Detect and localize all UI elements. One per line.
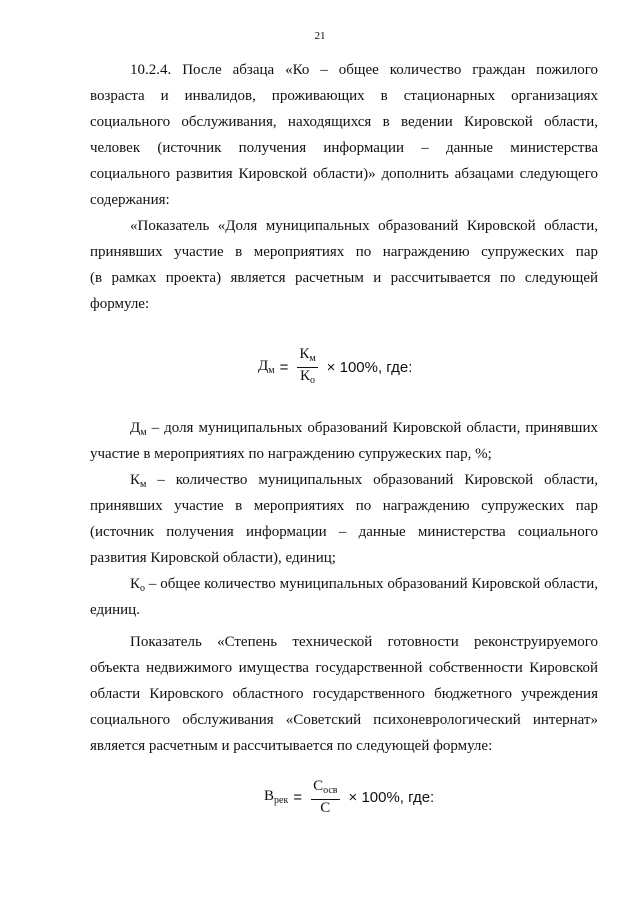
definition-line: $К_м$ – количество муниципальных образований Кировской области,	[130, 472, 598, 490]
formula-tail: × 100%, где:	[326, 358, 413, 376]
formula-lhs: $В_{рек}$	[264, 788, 289, 806]
paragraph-line: «Показатель «Доля муниципальных образований Кировской области,	[130, 218, 598, 234]
definition-line: принявших участие в мероприятиях по награждению супружеских пар	[90, 498, 598, 514]
paragraph-line: объекта недвижимого имущества государственной собственности Кировской	[90, 660, 598, 676]
formula-fraction	[311, 778, 339, 817]
formula-numerator: $С_{осв}$	[313, 777, 338, 796]
formula-readiness	[264, 772, 439, 822]
definition-line: $К_о$ – общее количество муниципальных образований Кировской области,	[130, 576, 598, 594]
paragraph-line: Показатель «Степень технической готовности реконструируемого	[130, 634, 598, 650]
definition-line: участие в мероприятиях по награждению супружеских пар, %;	[90, 446, 492, 462]
paragraph-line: принявших участие в мероприятиях по награждению супружеских пар	[90, 244, 598, 260]
formula-lhs: $Д_м$	[258, 358, 275, 376]
paragraph-line: возраста и инвалидов, проживающих в стационарных организациях	[90, 88, 598, 104]
formula-denominator: С	[320, 799, 331, 816]
definition-line: (источник получения информации – данные министерства социального	[90, 524, 598, 540]
formula-denominator: $К_о$	[299, 367, 315, 386]
definition-line: $Д_м$ – доля муниципальных образований Кировской области, принявших	[130, 420, 598, 438]
paragraph-line: 10.2.4. После абзаца «Ко – общее количество граждан пожилого	[130, 62, 598, 78]
paragraph-line: области Кировского областного государственного бюджетного учреждения	[90, 686, 598, 702]
formula-tail: × 100%, где:	[348, 788, 435, 806]
paragraph-line: формуле:	[90, 296, 150, 312]
formula-numerator: $К_м$	[299, 345, 316, 364]
paragraph-line: человек (источник получения информации – данные министерства	[90, 140, 598, 156]
paragraph-line: социального развития Кировской области)» дополнить абзацами следующего	[90, 166, 598, 182]
paragraph-line: социального обслуживания «Советский психоневрологический интернат»	[90, 712, 598, 728]
formula-share	[258, 342, 417, 392]
paragraph-line: содержания:	[90, 192, 170, 208]
definition-line: развития Кировской области), единиц;	[90, 550, 336, 566]
paragraph-line: (в рамках проекта) является расчетным и рассчитывается по следующей	[90, 270, 598, 286]
definition-line: единиц.	[90, 602, 140, 618]
formula-equals: =	[293, 788, 303, 806]
paragraph-line: социального обслуживания, находящихся в ведении Кировской области,	[90, 114, 598, 130]
page-number: 21	[314, 30, 326, 42]
paragraph-line: является расчетным и рассчитывается по следующей формуле:	[90, 738, 493, 754]
formula-fraction	[297, 346, 317, 389]
formula-equals: =	[279, 358, 289, 376]
